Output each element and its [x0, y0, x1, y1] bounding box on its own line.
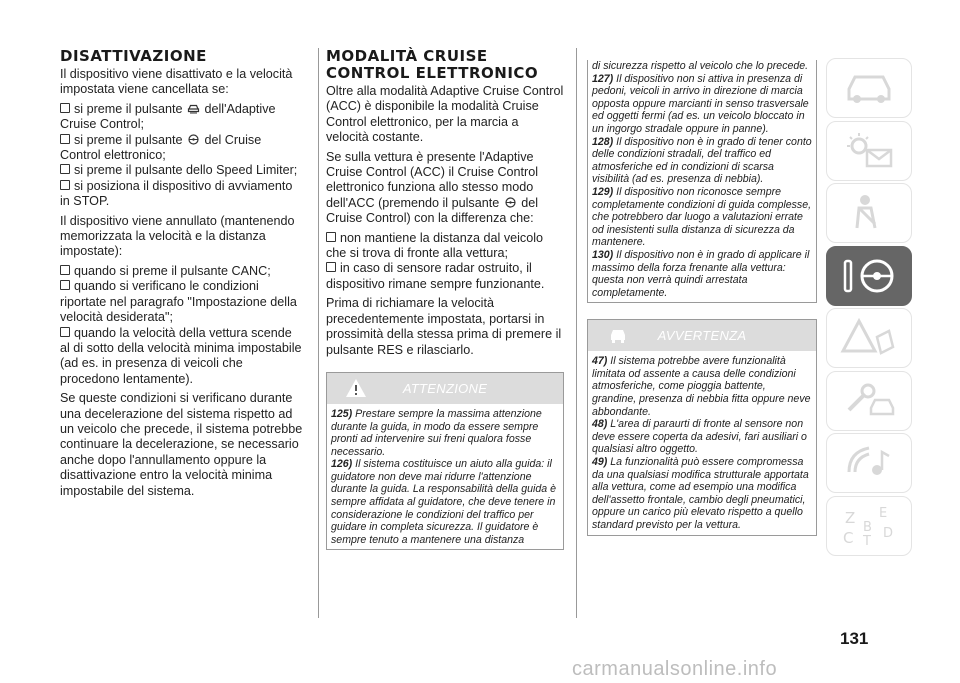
warning-triangle-icon [345, 378, 367, 398]
seatbelt-icon [839, 192, 899, 234]
tab-maintenance[interactable] [826, 371, 912, 431]
steering-wheel-icon [503, 197, 518, 208]
list-item: quando la velocità della vettura scende al di sotto della velocità minima impostabile (ad es. in presenza di veicoli che procedono lentamente). [60, 325, 302, 386]
media-icon [839, 442, 899, 484]
warning-body [327, 404, 563, 550]
bullet-icon [60, 180, 70, 190]
tab-emergency[interactable] [826, 308, 912, 368]
note-item: 49) La funzionalità può essere compromessa da una qualsiasi modifica strutturale apportata alla vettura, come ad esempio una modifica dell'assetto frontale, cambio degli pneumatici, oppure un carico più elevato rispetto a quello standard previsto per la vettura. [592, 456, 809, 531]
note-item: 126) Il sistema costituisce un aiuto alla guida: il guidatore non deve mai ridurre l'attenzione durante la guida. La responsabilità della guida è sempre affidata al guidatore, che deve tenere in considerazione le condizioni del traffico per guidare in completa sicurezza. Il guidatore è sempre tenuto a mantenere una distanza [331, 458, 556, 546]
tab-lights[interactable] [826, 121, 912, 181]
steering-wheel-icon [186, 134, 201, 145]
tab-index[interactable] [826, 496, 912, 556]
key-steering-icon [839, 255, 899, 297]
chapter-sidebar [826, 58, 912, 558]
note-item: di sicurezza rispetto al veicolo che lo precede. [592, 60, 809, 72]
note-item: 127) Il dispositivo non si attiva in presenza di pedoni, veicoli in arrivo in direzione di marcia opposta oppure marcianti in senso trasversale ed oggetti fermi (ad es. un veicolo bloccato in un ingorgo stradale oppure in panne). [592, 72, 809, 135]
index-letter: D [883, 525, 894, 541]
advisory-header [588, 320, 816, 351]
tab-starting-driving[interactable] [826, 246, 912, 306]
note-item: 47) Il sistema potrebbe avere funzionalità limitata od assente a causa delle condizioni atmosferiche, come pioggia battente, grandine, presenza di nebbia fitta oppure neve abbondante. [592, 355, 811, 418]
tab-multimedia[interactable] [826, 433, 912, 493]
page-number: 131 [840, 629, 869, 648]
list-item: quando si verificano le condizioni riportate nel paragrafo "Impostazione della velocità desiderata"; [60, 279, 297, 325]
column-divider [318, 48, 319, 618]
index-letter: B [863, 519, 872, 535]
bullet-icon [60, 103, 70, 113]
advisory-title: AVVERTENZA [657, 328, 747, 344]
bullet-icon [326, 262, 336, 272]
list-item: in caso di sensore radar ostruito, il dispositivo rimane sempre funzionante. [326, 261, 545, 291]
list-item: si preme il pulsante dell'Adaptive Cruise Control; [60, 101, 276, 132]
bullet-icon [60, 265, 70, 275]
car-icon [839, 67, 899, 109]
car-road-icon [606, 325, 630, 345]
tab-dashboard[interactable] [826, 58, 912, 118]
paragraph: Oltre alla modalità Adaptive Cruise Control (ACC) è disponibile la modalità Cruise Control elettronico, per la marcia a velocità costante. [326, 84, 564, 145]
index-icon [839, 505, 899, 547]
bullet-icon [60, 327, 70, 337]
wrench-car-icon [839, 380, 899, 422]
column-notes [587, 60, 817, 536]
note-item: 48) L'area di paraurti di fronte al sensore non deve essere coperta da adesivi, fari ausiliari o qualsiasi altro oggetto. [592, 418, 807, 456]
note-item: 125) Prestare sempre la massima attenzione durante la guida, in modo da essere sempre pronti ad intervenire sui freni qualora fosse necessario. [331, 407, 542, 458]
list-item: quando si preme il pulsante CANC; [60, 264, 305, 279]
index-letter: C [843, 528, 854, 547]
paragraph: Se queste condizioni si verificano durante una decelerazione del sistema rispetto ad un veicolo che precede, il sistema potrebbe continuare la decelerazione, se necessario anche dopo l'annullamento oppure la disattivazione entro la velocità minima impostabile del sistema. [60, 391, 303, 498]
section-heading: DISATTIVAZIONE [60, 47, 207, 65]
light-mail-icon [839, 130, 899, 172]
list-item: non mantiene la distanza dal veicolo che si trova di fronte alla vettura; [326, 230, 544, 261]
column-cruise-control [326, 48, 564, 550]
paragraph: Il dispositivo viene annullato (mantenendo memorizzata la velocità e la distanza impostate): [60, 213, 295, 259]
list-item: si preme il pulsante dello Speed Limiter; [60, 163, 305, 178]
warning-title: ATTENZIONE [402, 380, 488, 396]
bullet-icon [60, 164, 70, 174]
paragraph: Il dispositivo viene disattivato e la velocità impostata viene cancellata se: [60, 67, 293, 97]
acc-vehicle-icon [186, 103, 201, 114]
index-letter: Z [845, 508, 856, 527]
note-item: 130) Il dispositivo non è in grado di applicare il massimo della forza frenante alla vettura: questa non verrà quindi arrestata completamente. [592, 248, 810, 299]
warning-header [327, 373, 563, 404]
list-item: si preme il pulsante del Cruise Control elettronico; [60, 132, 262, 163]
note-item: 129) Il dispositivo non riconosce sempre completamente condizioni di guida complesse, che potrebbero dar luogo a valutazioni errate od inesistenti sulla distanza di sicurezza da mantenere. [592, 185, 812, 249]
watermark: carmanualsonline.info [572, 658, 778, 680]
column-deactivation [60, 48, 305, 503]
advisory-body [588, 351, 816, 534]
bullet-icon [60, 280, 70, 290]
bullet-icon [60, 134, 70, 144]
tab-safety[interactable] [826, 183, 912, 243]
list-item: si posiziona il dispositivo di avviamento in STOP. [60, 178, 293, 209]
paragraph: Se sulla vettura è presente l'Adaptive Cruise Control (ACC) il Cruise Control elettronico funziona allo stesso modo dell'ACC (premendo il pulsante del Cruise Control) con la differenza che: [326, 149, 539, 226]
advisory-box [587, 319, 817, 535]
index-letter: E [879, 505, 888, 521]
warning-box [326, 372, 564, 551]
warning-road-icon [839, 317, 899, 359]
index-letter: T [863, 533, 871, 547]
section-heading: MODALITÀ CRUISE CONTROL ELETTRONICO [326, 47, 539, 82]
note-item: 128) Il dispositivo non è in grado di tener conto delle condizioni stradali, del traffico ed atmosferiche ed in condizioni di scarsa visibilità (ad es. presenza di nebbia). [592, 135, 812, 186]
paragraph: Prima di richiamare la velocità precedentemente impostata, portarsi in prossimità della stessa prima di premere il pulsante RES e rilasciarlo. [326, 296, 562, 357]
warning-box-continued [587, 60, 817, 303]
column-divider [576, 48, 577, 618]
bullet-icon [326, 232, 336, 242]
